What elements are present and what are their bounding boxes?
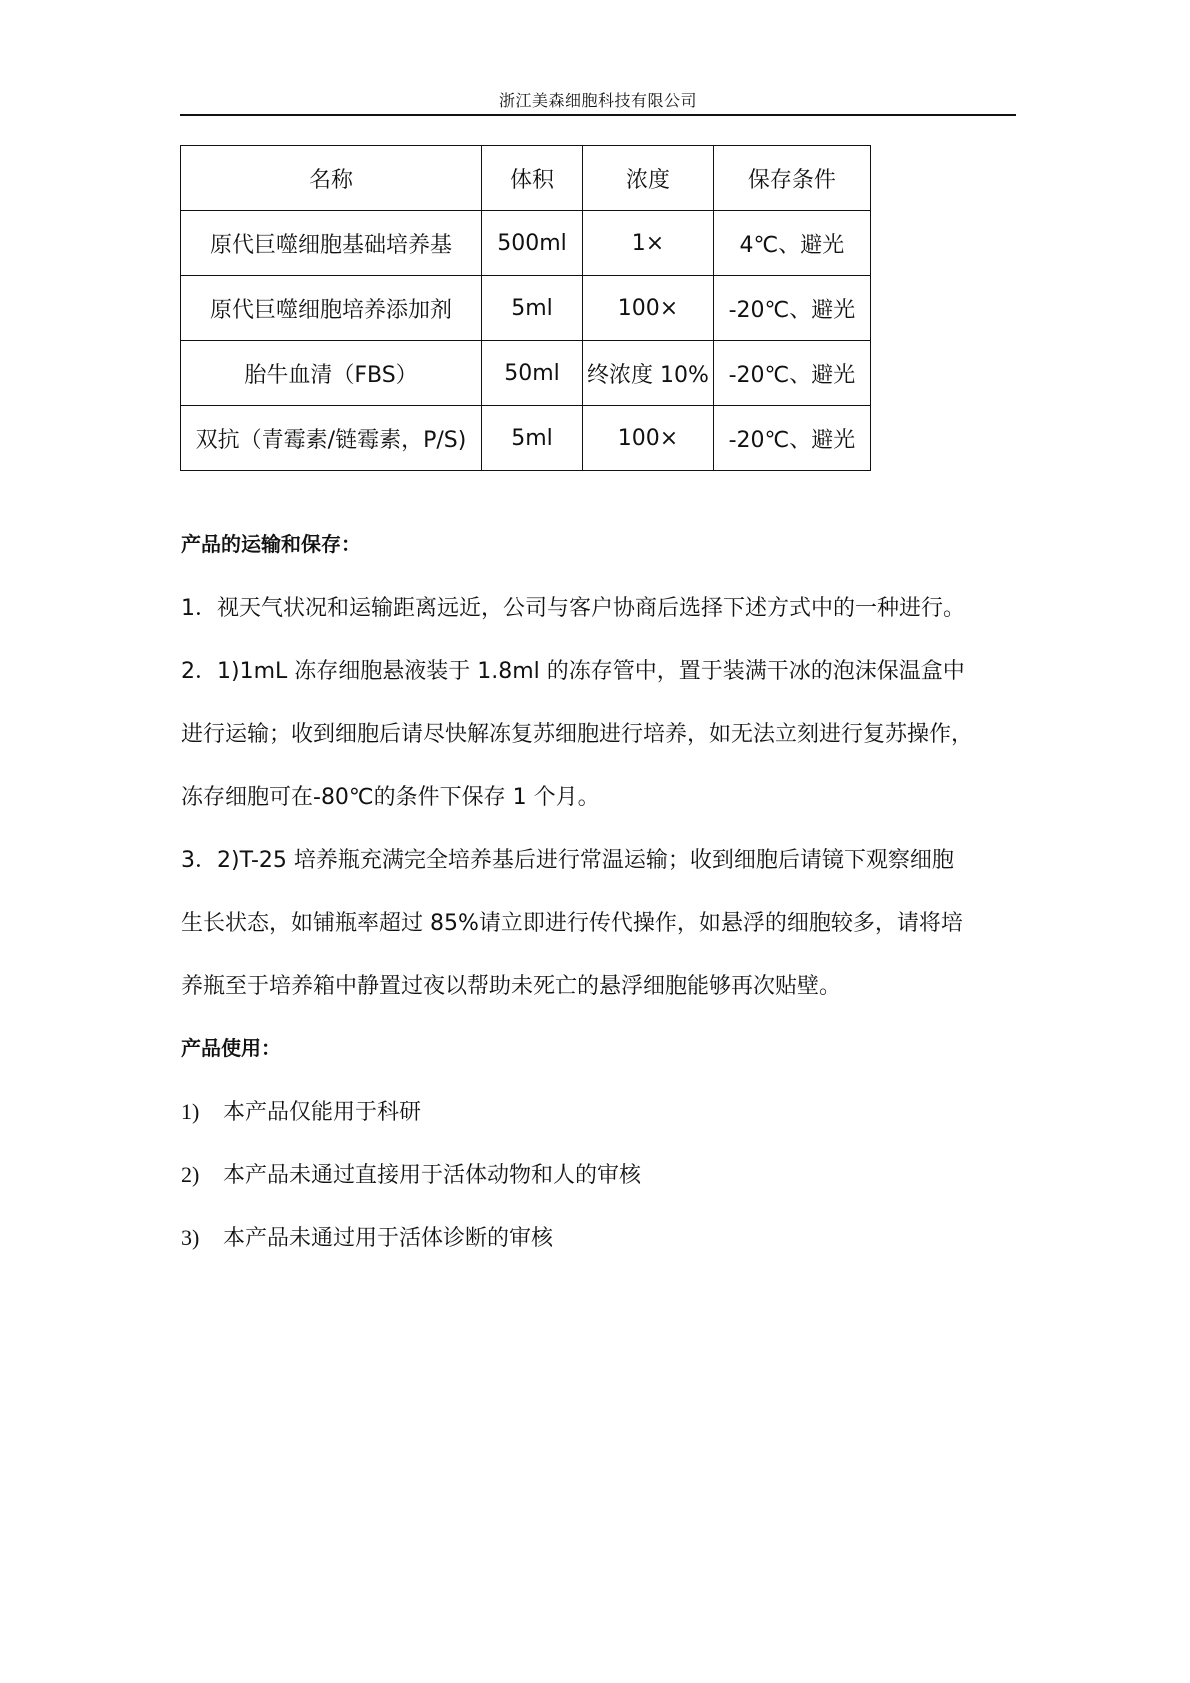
table-row xyxy=(181,406,871,471)
transport-line-3: 进行运输；收到细胞后请尽快解冻复苏细胞进行培养，如无法立刻进行复苏操作， xyxy=(181,722,974,747)
table-row xyxy=(181,276,871,341)
usage-text: 本产品未通过直接用于活体动物和人的审核 xyxy=(223,1163,642,1188)
table-row xyxy=(181,211,871,276)
cell-name: 双抗（青霉素/链霉素，P/S) xyxy=(181,406,482,471)
usage-heading: 产品使用： xyxy=(181,1036,281,1060)
column-header-name: 名称 xyxy=(181,146,482,211)
table-header-row xyxy=(181,146,871,211)
transport-line-2: 2．1)1mL 冻存细胞悬液装于 1.8ml 的冻存管中，置于装满干冰的泡沫保温盒中 xyxy=(181,659,965,684)
transport-line-7: 养瓶至于培养箱中静置过夜以帮助未死亡的悬浮细胞能够再次贴壁。 xyxy=(181,974,842,999)
table-row xyxy=(181,341,871,406)
cell-concentration: 100× xyxy=(583,276,714,341)
cell-volume: 5ml xyxy=(482,276,583,341)
transport-heading: 产品的运输和保存： xyxy=(181,532,361,556)
page-header xyxy=(180,84,1016,116)
usage-item-2 xyxy=(181,1158,641,1189)
cell-name: 原代巨噬细胞培养添加剂 xyxy=(181,276,482,341)
transport-line-4: 冻存细胞可在-80℃的条件下保存 1 个月。 xyxy=(181,785,600,810)
cell-storage: -20℃、避光 xyxy=(713,406,870,471)
usage-number: 3) xyxy=(181,1225,200,1250)
usage-item-3 xyxy=(181,1221,553,1252)
cell-concentration: 1× xyxy=(583,211,714,276)
cell-name: 胎牛血清（FBS） xyxy=(181,341,482,406)
company-name: 浙江美森细胞科技有限公司 xyxy=(498,91,697,110)
column-header-storage: 保存条件 xyxy=(713,146,870,211)
transport-line-6: 生长状态，如铺瓶率超过 85%请立即进行传代操作，如悬浮的细胞较多，请将培 xyxy=(181,911,963,936)
cell-volume: 500ml xyxy=(482,211,583,276)
usage-number: 2) xyxy=(181,1162,200,1187)
usage-text: 本产品仅能用于科研 xyxy=(223,1100,422,1125)
cell-storage: -20℃、避光 xyxy=(713,276,870,341)
cell-name: 原代巨噬细胞基础培养基 xyxy=(181,211,482,276)
cell-volume: 50ml xyxy=(482,341,583,406)
usage-text: 本产品未通过用于活体诊断的审核 xyxy=(223,1226,554,1251)
cell-concentration: 终浓度 10% xyxy=(583,341,714,406)
cell-storage: -20℃、避光 xyxy=(713,341,870,406)
column-header-concentration: 浓度 xyxy=(583,146,714,211)
reagent-table xyxy=(180,145,871,471)
cell-storage: 4℃、避光 xyxy=(713,211,870,276)
transport-line-1: 1．视天气状况和运输距离远近，公司与客户协商后选择下述方式中的一种进行。 xyxy=(181,596,965,621)
usage-number: 1) xyxy=(181,1099,200,1124)
usage-item-1 xyxy=(181,1095,421,1126)
column-header-volume: 体积 xyxy=(482,146,583,211)
cell-volume: 5ml xyxy=(482,406,583,471)
transport-line-5: 3．2)T-25 培养瓶充满完全培养基后进行常温运输；收到细胞后请镜下观察细胞 xyxy=(181,848,954,873)
cell-concentration: 100× xyxy=(583,406,714,471)
